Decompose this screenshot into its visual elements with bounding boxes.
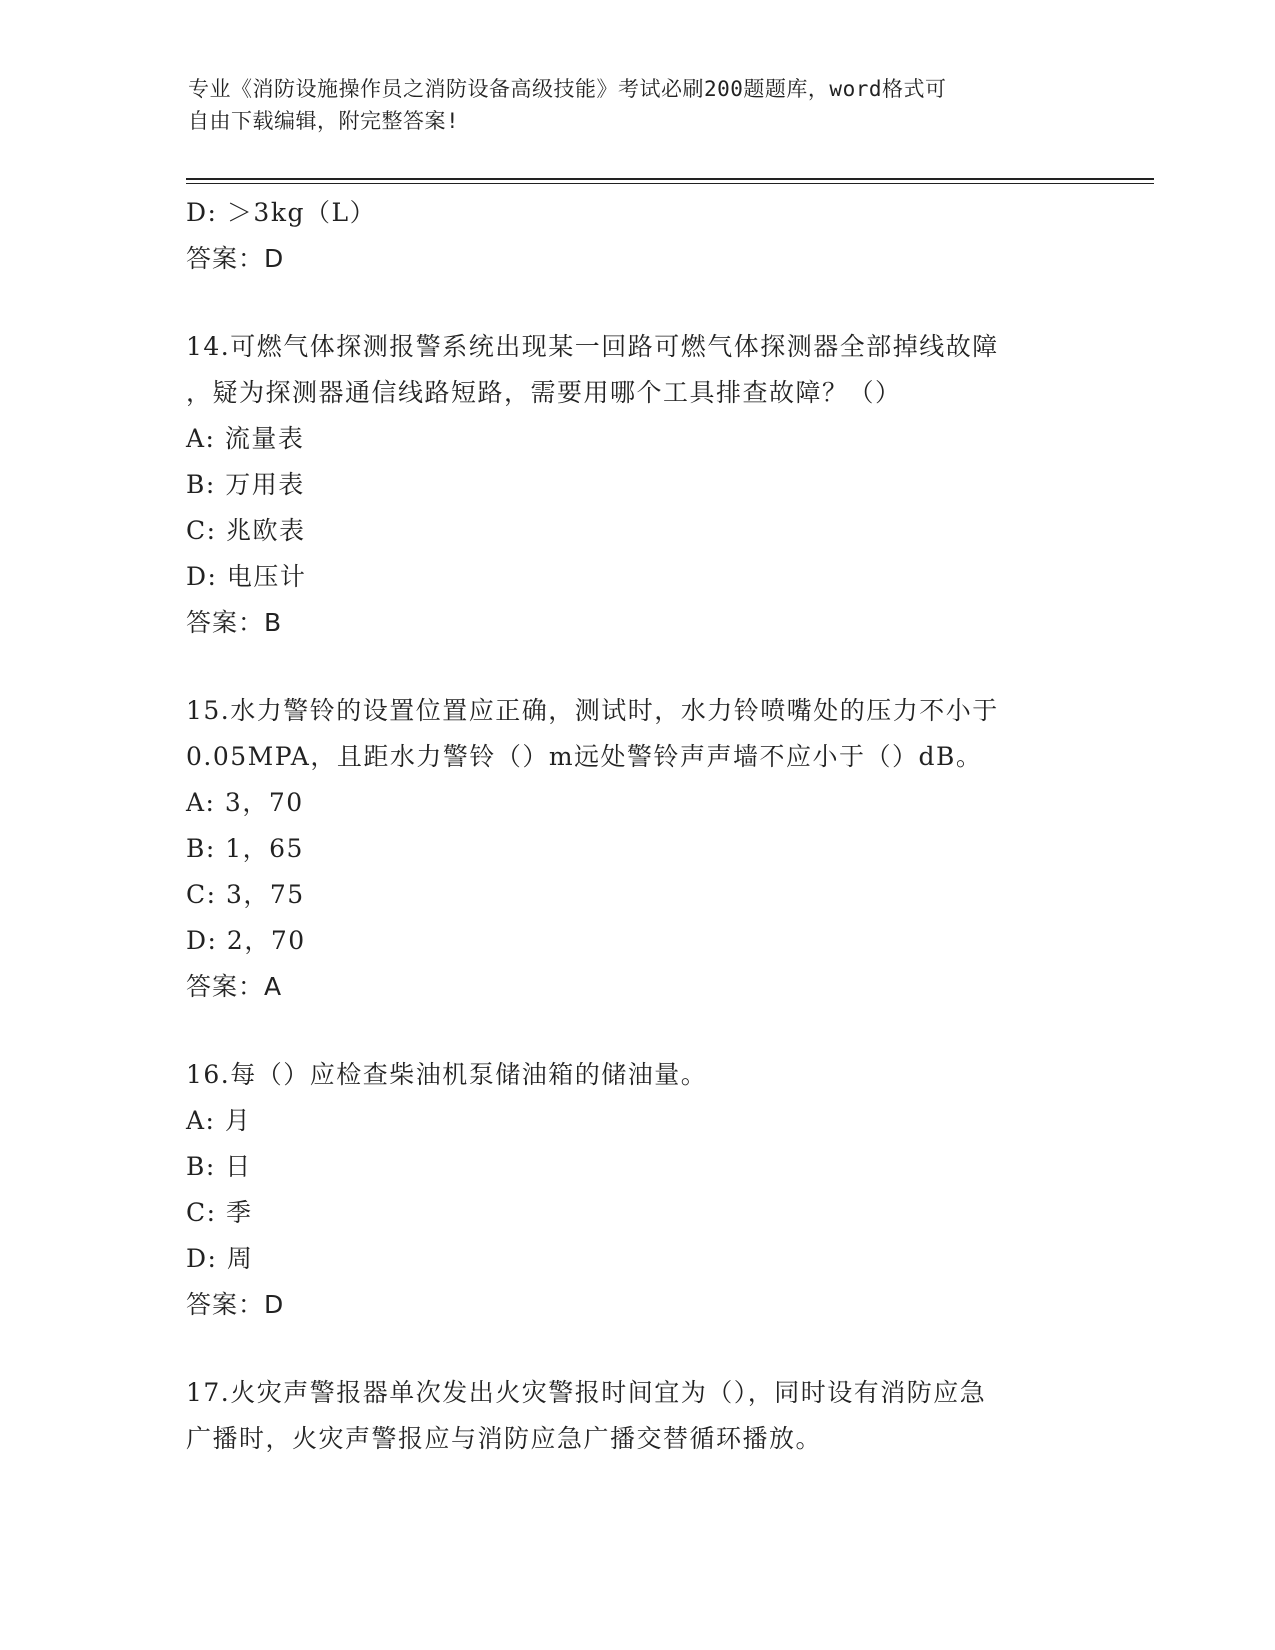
header-rule-thin (186, 183, 1154, 184)
question-13-tail (186, 190, 1086, 282)
document-body (186, 190, 1086, 1462)
option-c: C: 季 (186, 1198, 253, 1227)
option-b: B: 万用表 (186, 470, 305, 499)
option-b: B: 日 (186, 1152, 252, 1181)
option-d: D: ＞3kg（L） (186, 198, 377, 227)
option-c: C: 兆欧表 (186, 516, 306, 545)
answer: 答案：B (186, 608, 283, 637)
option-d: D: 2，70 (186, 926, 306, 955)
option-d: D: 电压计 (186, 562, 307, 591)
answer: 答案：D (186, 1290, 285, 1319)
question-stem: 15.水力警铃的设置位置应正确，测试时，水力铃喷嘴处的压力不小于 (186, 696, 999, 725)
option-a: A: 流量表 (186, 424, 305, 453)
option-d: D: 周 (186, 1244, 254, 1273)
question-stem: 17.火灾声警报器单次发出火灾警报时间宜为（），同时设有消防应急 (186, 1378, 987, 1407)
question-stem: ，疑为探测器通信线路短路，需要用哪个工具排查故障？（） (186, 378, 902, 407)
header-line-2: 自由下载编辑，附完整答案! (188, 109, 460, 133)
question-14 (186, 324, 1086, 646)
question-stem: 16.每（）应检查柴油机泵储油箱的储油量。 (186, 1060, 708, 1089)
option-a: A: 3，70 (186, 788, 304, 817)
page-header (188, 73, 1068, 137)
option-b: B: 1，65 (186, 834, 304, 863)
option-c: C: 3，75 (186, 880, 305, 909)
question-stem: 14.可燃气体探测报警系统出现某一回路可燃气体探测器全部掉线故障 (186, 332, 999, 361)
option-a: A: 月 (186, 1106, 252, 1135)
answer: 答案：D (186, 244, 285, 273)
header-rule-thick (186, 178, 1154, 180)
question-17 (186, 1370, 1086, 1462)
question-stem: 广播时，火灾声警报应与消防应急广播交替循环播放。 (186, 1424, 823, 1453)
header-line-1: 专业《消防设施操作员之消防设备高级技能》考试必刷200题题库，word格式可 (188, 77, 947, 101)
question-16 (186, 1052, 1086, 1328)
question-15 (186, 688, 1086, 1010)
question-stem: 0.05MPA，且距水力警铃（）m远处警铃声声墙不应小于（）dB。 (186, 742, 983, 771)
answer: 答案：A (186, 972, 283, 1001)
